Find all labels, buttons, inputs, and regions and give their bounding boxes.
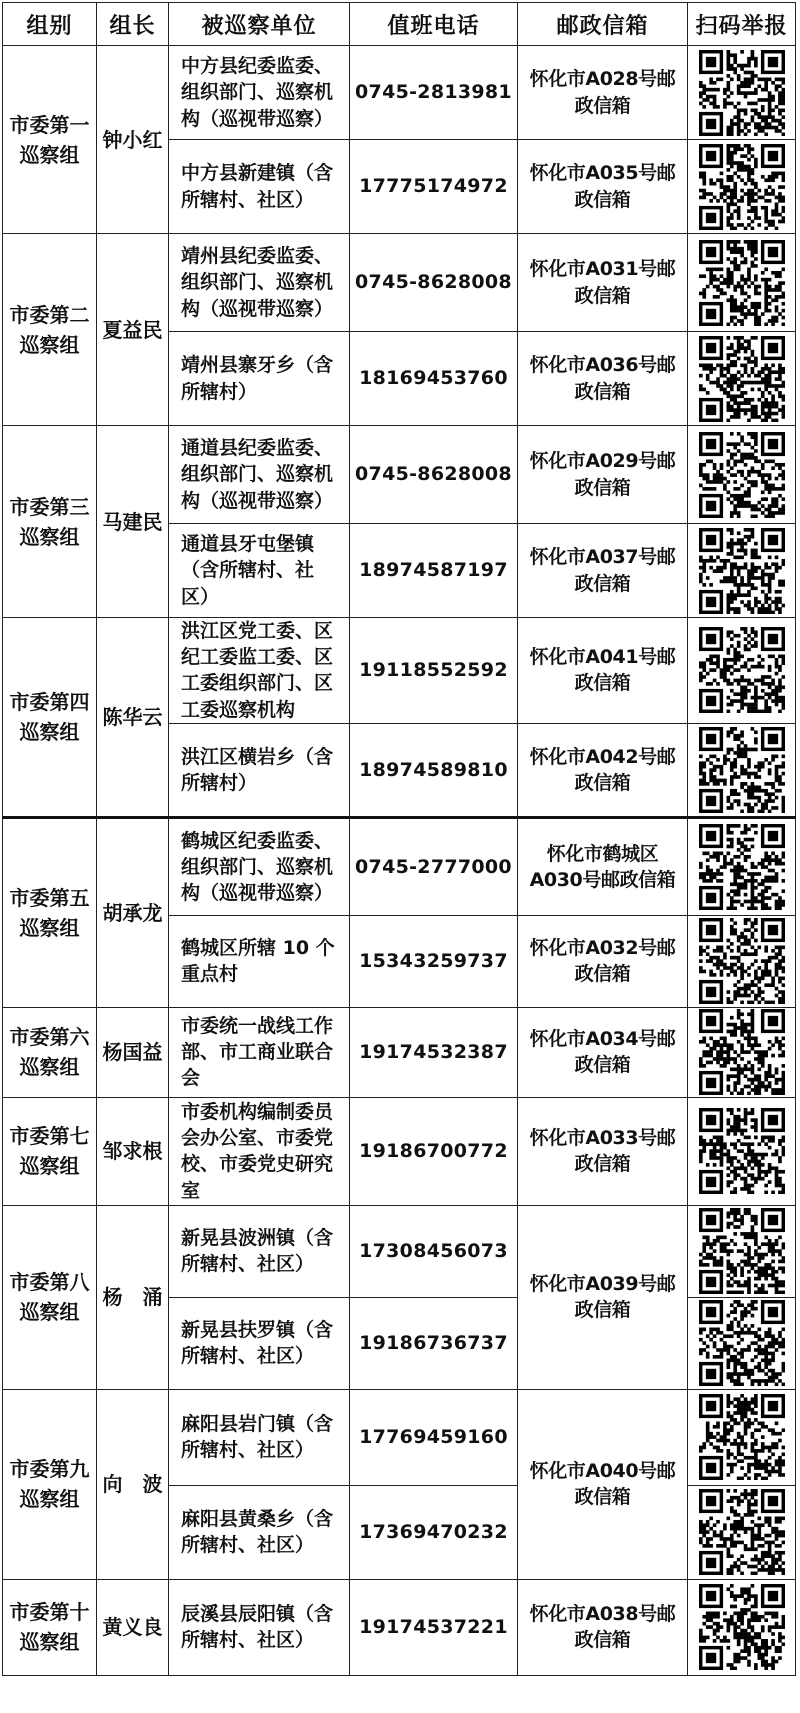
inspected-unit: 中方县新建镇（含所辖村、社区） (169, 140, 350, 234)
qr-cell (688, 618, 796, 724)
mailbox: 怀化市A037号邮政信箱 (518, 524, 688, 618)
header-leader: 组长 (97, 3, 169, 46)
mailbox: 怀化市A042号邮政信箱 (518, 723, 688, 817)
qr-cell (688, 1205, 796, 1297)
table-row (3, 618, 796, 724)
qr-cell (688, 1097, 796, 1205)
qr-code-icon[interactable] (699, 1394, 785, 1480)
group-leader: 胡承龙 (97, 817, 169, 1007)
mailbox: 怀化市A033号邮政信箱 (518, 1097, 688, 1205)
duty-phone[interactable]: 19186700772 (350, 1097, 518, 1205)
header-unit: 被巡察单位 (169, 3, 350, 46)
group-name: 市委第一巡察组 (3, 46, 97, 234)
duty-phone[interactable]: 18169453760 (350, 332, 518, 426)
qr-code-icon[interactable] (699, 432, 785, 518)
qr-cell (688, 1297, 796, 1389)
mailbox: 怀化市A040号邮政信箱 (518, 1389, 688, 1579)
qr-code-icon[interactable] (699, 1300, 785, 1386)
header-phone: 值班电话 (350, 3, 518, 46)
inspected-unit: 鹤城区所辖 10 个重点村 (169, 915, 350, 1007)
inspected-unit: 麻阳县岩门镇（含所辖村、社区） (169, 1389, 350, 1485)
qr-cell (688, 332, 796, 426)
header-qr: 扫码举报 (688, 3, 796, 46)
group-leader: 马建民 (97, 426, 169, 618)
qr-code-icon[interactable] (699, 627, 785, 713)
inspection-table (2, 2, 796, 1676)
duty-phone[interactable]: 0745-2813981 (350, 46, 518, 140)
duty-phone[interactable]: 17775174972 (350, 140, 518, 234)
mailbox: 怀化市A031号邮政信箱 (518, 234, 688, 332)
qr-code-icon[interactable] (699, 336, 785, 422)
qr-code-icon[interactable] (699, 50, 785, 136)
mailbox: 怀化市A032号邮政信箱 (518, 915, 688, 1007)
duty-phone[interactable]: 19174532387 (350, 1007, 518, 1097)
qr-code-icon[interactable] (699, 528, 785, 614)
qr-cell (688, 524, 796, 618)
table-row (3, 817, 796, 915)
group-leader: 钟小红 (97, 46, 169, 234)
header-group: 组别 (3, 3, 97, 46)
duty-phone[interactable]: 17369470232 (350, 1485, 518, 1579)
table-row (3, 1097, 796, 1205)
group-leader: 黄义良 (97, 1579, 169, 1675)
qr-code-icon[interactable] (699, 1009, 785, 1095)
group-name: 市委第九巡察组 (3, 1389, 97, 1579)
inspected-unit: 麻阳县黄桑乡（含所辖村、社区） (169, 1485, 350, 1579)
table-row (3, 1389, 796, 1485)
inspected-unit: 市委机构编制委员会办公室、市委党校、市委党史研究室 (169, 1097, 350, 1205)
duty-phone[interactable]: 19174537221 (350, 1579, 518, 1675)
inspected-unit: 靖州县寨牙乡（含所辖村） (169, 332, 350, 426)
table-row (3, 1579, 796, 1675)
qr-code-icon[interactable] (699, 144, 785, 230)
qr-cell (688, 140, 796, 234)
group-leader: 邹求根 (97, 1097, 169, 1205)
table-row (3, 1205, 796, 1297)
mailbox: 怀化市A041号邮政信箱 (518, 618, 688, 724)
group-leader: 向 波 (97, 1389, 169, 1579)
group-name: 市委第八巡察组 (3, 1205, 97, 1389)
duty-phone[interactable]: 18974587197 (350, 524, 518, 618)
inspected-unit: 新晃县扶罗镇（含所辖村、社区） (169, 1297, 350, 1389)
inspected-unit: 鹤城区纪委监委、组织部门、巡察机构（巡视带巡察） (169, 817, 350, 915)
header-row (3, 3, 796, 46)
inspected-unit: 靖州县纪委监委、组织部门、巡察机构（巡视带巡察） (169, 234, 350, 332)
qr-code-icon[interactable] (699, 240, 785, 326)
inspected-unit: 中方县纪委监委、组织部门、巡察机构（巡视带巡察） (169, 46, 350, 140)
qr-code-icon[interactable] (699, 1489, 785, 1575)
qr-code-icon[interactable] (699, 824, 785, 910)
inspected-unit: 通道县牙屯堡镇（含所辖村、社区） (169, 524, 350, 618)
duty-phone[interactable]: 0745-8628008 (350, 426, 518, 524)
qr-cell (688, 46, 796, 140)
header-mailbox: 邮政信箱 (518, 3, 688, 46)
mailbox: 怀化市A035号邮政信箱 (518, 140, 688, 234)
qr-cell (688, 723, 796, 817)
inspected-unit: 新晃县波洲镇（含所辖村、社区） (169, 1205, 350, 1297)
group-leader: 夏益民 (97, 234, 169, 426)
mailbox: 怀化市鹤城区A030号邮政信箱 (518, 817, 688, 915)
group-name: 市委第七巡察组 (3, 1097, 97, 1205)
qr-code-icon[interactable] (699, 1208, 785, 1294)
inspected-unit: 辰溪县辰阳镇（含所辖村、社区） (169, 1579, 350, 1675)
group-name: 市委第二巡察组 (3, 234, 97, 426)
inspected-unit: 洪江区横岩乡（含所辖村） (169, 723, 350, 817)
duty-phone[interactable]: 19186736737 (350, 1297, 518, 1389)
table-row (3, 46, 796, 140)
qr-cell (688, 1579, 796, 1675)
duty-phone[interactable]: 19118552592 (350, 618, 518, 724)
group-leader: 杨国益 (97, 1007, 169, 1097)
inspected-unit: 市委统一战线工作部、市工商业联合会 (169, 1007, 350, 1097)
qr-cell (688, 817, 796, 915)
group-name: 市委第五巡察组 (3, 817, 97, 1007)
qr-cell (688, 1485, 796, 1579)
qr-code-icon[interactable] (699, 1584, 785, 1670)
group-name: 市委第六巡察组 (3, 1007, 97, 1097)
qr-cell (688, 915, 796, 1007)
duty-phone[interactable]: 17769459160 (350, 1389, 518, 1485)
qr-code-icon[interactable] (699, 727, 785, 813)
table-row (3, 1007, 796, 1097)
mailbox: 怀化市A038号邮政信箱 (518, 1579, 688, 1675)
table-row (3, 426, 796, 524)
qr-cell (688, 234, 796, 332)
qr-cell (688, 1007, 796, 1097)
qr-cell (688, 1389, 796, 1485)
inspected-unit: 洪江区党工委、区纪工委监工委、区工委组织部门、区工委巡察机构 (169, 618, 350, 724)
group-leader: 陈华云 (97, 618, 169, 818)
table-row (3, 234, 796, 332)
duty-phone[interactable]: 15343259737 (350, 915, 518, 1007)
duty-phone[interactable]: 0745-8628008 (350, 234, 518, 332)
group-name: 市委第十巡察组 (3, 1579, 97, 1675)
group-name: 市委第四巡察组 (3, 618, 97, 818)
inspected-unit: 通道县纪委监委、组织部门、巡察机构（巡视带巡察） (169, 426, 350, 524)
group-leader: 杨 涌 (97, 1205, 169, 1389)
qr-code-icon[interactable] (699, 918, 785, 1004)
qr-cell (688, 426, 796, 524)
duty-phone[interactable]: 17308456073 (350, 1205, 518, 1297)
duty-phone[interactable]: 18974589810 (350, 723, 518, 817)
mailbox: 怀化市A028号邮政信箱 (518, 46, 688, 140)
mailbox: 怀化市A039号邮政信箱 (518, 1205, 688, 1389)
duty-phone[interactable]: 0745-2777000 (350, 817, 518, 915)
mailbox: 怀化市A029号邮政信箱 (518, 426, 688, 524)
mailbox: 怀化市A034号邮政信箱 (518, 1007, 688, 1097)
group-name: 市委第三巡察组 (3, 426, 97, 618)
mailbox: 怀化市A036号邮政信箱 (518, 332, 688, 426)
qr-code-icon[interactable] (699, 1108, 785, 1194)
